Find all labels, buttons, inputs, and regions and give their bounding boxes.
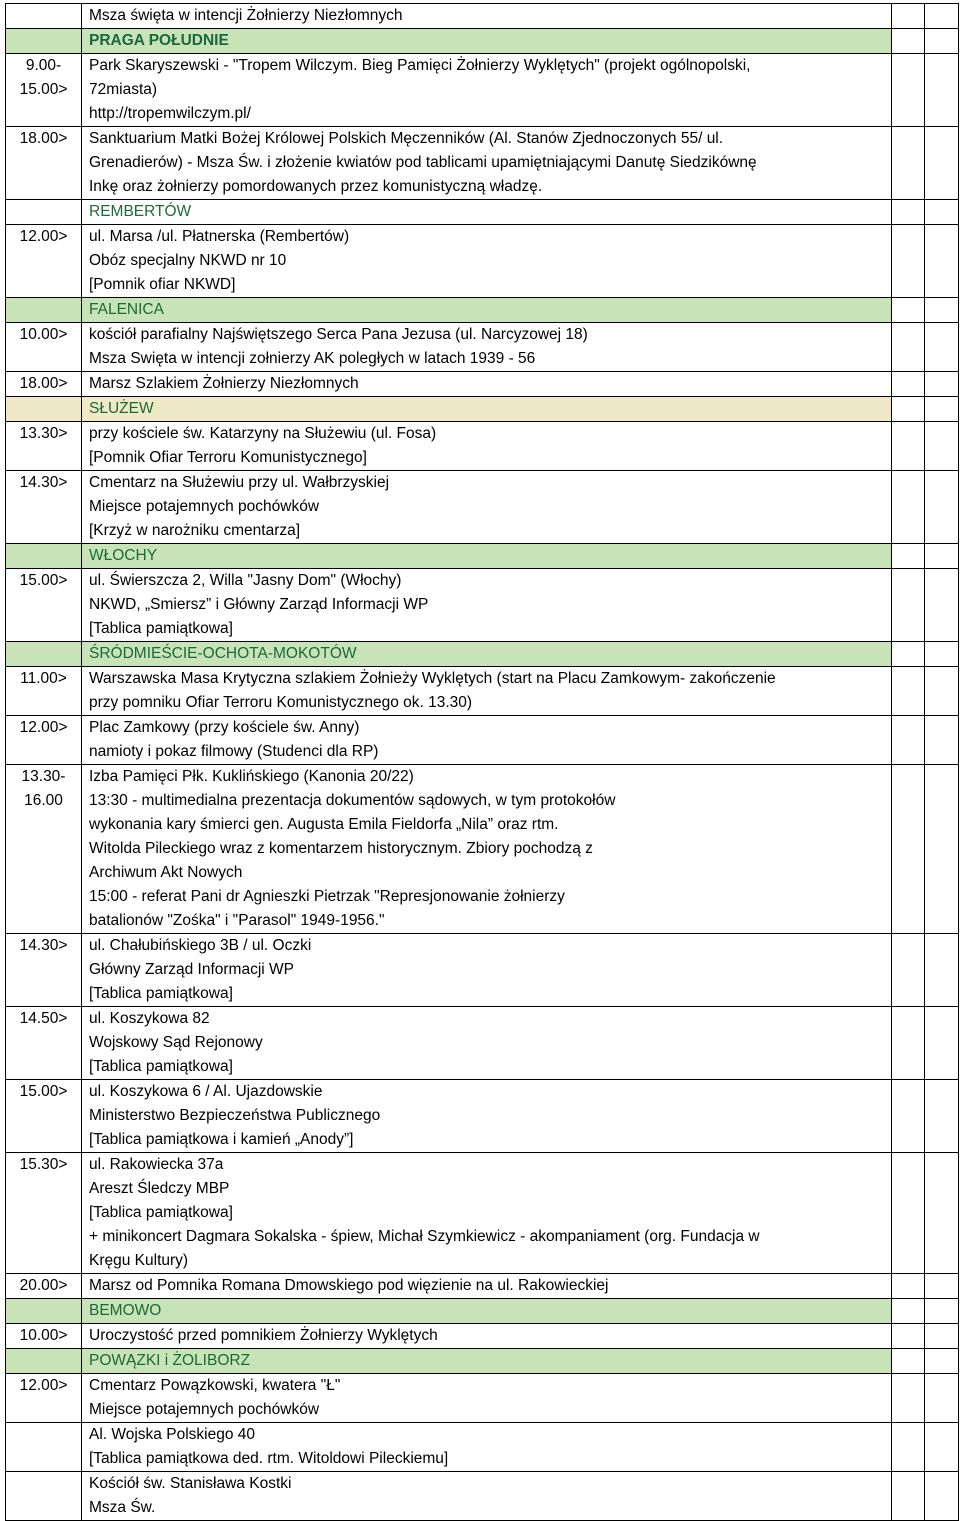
description-line: Uroczystość przed pomnikiem Żołnierzy Wyklętych (89, 1327, 438, 1344)
empty-cell (892, 544, 925, 569)
empty-cell (925, 642, 959, 667)
time-label: 15.00> (19, 1083, 68, 1100)
section-title: REMBERTÓW (89, 203, 192, 220)
schedule-row (6, 1423, 959, 1472)
schedule-row (6, 569, 959, 642)
empty-cell (892, 1324, 925, 1349)
schedule-row (6, 1374, 959, 1423)
empty-cell (892, 642, 925, 667)
description-line: ul. Rakowiecka 37a (89, 1156, 224, 1173)
time-label: 14.30> (19, 937, 68, 954)
section-title: POWĄZKI i ŻOLIBORZ (89, 1352, 251, 1369)
description-cell (82, 1274, 892, 1299)
section-cell (82, 298, 892, 323)
empty-cell (925, 1007, 959, 1080)
description-cell (82, 1374, 892, 1423)
empty-cell (892, 422, 925, 471)
empty-cell (892, 1080, 925, 1153)
section-row (6, 200, 959, 225)
section-row (6, 1299, 959, 1324)
time-label: 12.00> (19, 1377, 68, 1394)
time-label: 14.50> (19, 1010, 68, 1027)
description-line: ul. Koszykowa 6 / Al. Ujazdowskie (89, 1083, 323, 1100)
section-row (6, 298, 959, 323)
description-cell (82, 1423, 892, 1472)
time-cell (6, 667, 82, 716)
section-row (6, 1349, 959, 1374)
empty-cell (925, 1349, 959, 1374)
description-line: [Pomnik ofiar NKWD] (89, 276, 236, 293)
empty-cell (892, 1423, 925, 1472)
empty-cell (892, 1153, 925, 1274)
section-title: PRAGA POŁUDNIE (89, 32, 229, 49)
description-cell (82, 422, 892, 471)
description-cell (82, 4, 892, 29)
time-cell (6, 298, 82, 323)
empty-cell (925, 29, 959, 54)
empty-cell (925, 934, 959, 1007)
schedule-row (6, 372, 959, 397)
time-cell (6, 1423, 82, 1472)
empty-cell (925, 372, 959, 397)
description-line: Msza święta w intencji Żołnierzy Niezłomnych (89, 7, 403, 24)
empty-cell (925, 200, 959, 225)
description-line: 15:00 - referat Pani dr Agnieszki Pietrzak "Represjonowanie żołnierzy (89, 888, 565, 905)
description-cell (82, 569, 892, 642)
time-cell (6, 569, 82, 642)
description-line: przy kościele św. Katarzyny na Służewiu (ul. Fosa) (89, 425, 437, 442)
empty-cell (925, 54, 959, 127)
time-cell (6, 1349, 82, 1374)
description-cell (82, 54, 892, 127)
description-line: Marsz od Pomnika Romana Dmowskiego pod więzienie na ul. Rakowieckiej (89, 1277, 609, 1294)
schedule-row (6, 934, 959, 1007)
time-label: 13.30> (19, 425, 68, 442)
description-line: Park Skaryszewski - "Tropem Wilczym. Bieg Pamięci Żołnierzy Wyklętych" (projekt ogólnopolski, (89, 57, 751, 74)
time-cell (6, 1299, 82, 1324)
schedule-row (6, 1472, 959, 1521)
empty-cell (892, 200, 925, 225)
empty-cell (925, 298, 959, 323)
time-label: 13.30- (21, 768, 66, 785)
time-label: 14.30> (19, 474, 68, 491)
empty-cell (892, 298, 925, 323)
time-cell (6, 765, 82, 934)
description-line: Izba Pamięci Płk. Kuklińskiego (Kanonia 20/22) (89, 768, 414, 785)
empty-cell (925, 1324, 959, 1349)
description-line: Msza Św. (89, 1499, 156, 1516)
schedule-row (6, 225, 959, 298)
time-cell (6, 225, 82, 298)
section-title: ŚRÓDMIEŚCIE-OCHOTA-MOKOTÓW (89, 645, 357, 662)
time-cell (6, 716, 82, 765)
section-title: FALENICA (89, 301, 164, 318)
section-cell (82, 29, 892, 54)
schedule-row (6, 1153, 959, 1274)
empty-cell (925, 323, 959, 372)
empty-cell (892, 934, 925, 1007)
description-line: Warszawska Masa Krytyczna szlakiem Żołnieży Wyklętych (start na Placu Zamkowym- zakończenie (89, 670, 776, 687)
description-line: 72miasta) (89, 81, 158, 98)
description-line: batalionów "Zośka" i "Parasol" 1949-1956." (89, 912, 385, 929)
schedule-row (6, 471, 959, 544)
schedule-table (5, 3, 959, 1521)
description-line: Miejsce potajemnych pochówków (89, 1401, 320, 1418)
time-cell (6, 1080, 82, 1153)
description-line: Plac Zamkowy (przy kościele św. Anny) (89, 719, 360, 736)
schedule-row (6, 1324, 959, 1349)
section-cell (82, 642, 892, 667)
description-cell (82, 1080, 892, 1153)
empty-cell (892, 54, 925, 127)
empty-cell (892, 1349, 925, 1374)
description-line: [Tablica pamiątkowa] (89, 620, 233, 637)
time-cell (6, 544, 82, 569)
time-cell (6, 372, 82, 397)
schedule-row (6, 1007, 959, 1080)
description-line: [Tablica pamiątkowa] (89, 1204, 233, 1221)
section-cell (82, 1299, 892, 1324)
schedule-body (6, 4, 959, 1521)
description-line: [Krzyż w narożniku cmentarza] (89, 522, 301, 539)
description-line: Główny Zarząd Informacji WP (89, 961, 294, 978)
description-line: ul. Koszykowa 82 (89, 1010, 210, 1027)
description-line: namioty i pokaz filmowy (Studenci dla RP) (89, 743, 379, 760)
description-line: Grenadierów) - Msza Św. i złożenie kwiatów pod tablicami upamiętniającymi Danutę Siedzikównę (89, 154, 757, 171)
time-cell (6, 1472, 82, 1521)
schedule-row (6, 1274, 959, 1299)
empty-cell (892, 716, 925, 765)
description-line: Cmentarz na Służewiu przy ul. Wałbrzyskiej (89, 474, 390, 491)
empty-cell (892, 4, 925, 29)
description-line: przy pomniku Ofiar Terroru Komunistycznego ok. 13.30) (89, 694, 473, 711)
time-cell (6, 1274, 82, 1299)
empty-cell (925, 225, 959, 298)
empty-cell (892, 225, 925, 298)
time-cell (6, 422, 82, 471)
time-label: 10.00> (19, 1327, 68, 1344)
schedule-row (6, 4, 959, 29)
schedule-row (6, 765, 959, 934)
description-cell (82, 1472, 892, 1521)
empty-cell (925, 544, 959, 569)
time-cell (6, 397, 82, 422)
empty-cell (892, 667, 925, 716)
schedule-row (6, 54, 959, 127)
description-cell (82, 934, 892, 1007)
empty-cell (925, 1299, 959, 1324)
section-cell (82, 1349, 892, 1374)
description-cell (82, 765, 892, 934)
description-line: Msza Swięta w intencji zołnierzy AK poległych w latach 1939 - 56 (89, 350, 536, 367)
empty-cell (925, 1153, 959, 1274)
empty-cell (925, 1472, 959, 1521)
empty-cell (892, 397, 925, 422)
description-line: Miejsce potajemnych pochówków (89, 498, 320, 515)
schedule-row (6, 1080, 959, 1153)
description-cell (82, 225, 892, 298)
description-line: Ministerstwo Bezpieczeństwa Publicznego (89, 1107, 381, 1124)
section-row (6, 642, 959, 667)
empty-cell (925, 471, 959, 544)
time-cell (6, 4, 82, 29)
empty-cell (892, 471, 925, 544)
empty-cell (925, 716, 959, 765)
time-label: 15.30> (19, 1156, 68, 1173)
empty-cell (892, 127, 925, 200)
time-label: 12.00> (19, 719, 68, 736)
time-label: 10.00> (19, 326, 68, 343)
time-label: 15.00> (19, 572, 68, 589)
time-cell (6, 934, 82, 1007)
description-line: 13:30 - multimedialna prezentacja dokumentów sądowych, w tym protokołów (89, 792, 616, 809)
description-line: [Tablica pamiątkowa] (89, 985, 233, 1002)
description-line: ul. Chałubińskiego 3B / ul. Oczki (89, 937, 312, 954)
empty-cell (892, 765, 925, 934)
description-cell (82, 323, 892, 372)
description-line: + minikoncert Dagmara Sokalska - śpiew, Michał Szymkiewicz - akompaniament (org. Fundacja w (89, 1228, 760, 1245)
schedule-row (6, 667, 959, 716)
empty-cell (892, 29, 925, 54)
description-line: [Tablica pamiątkowa ded. rtm. Witoldowi Pileckiemu] (89, 1450, 449, 1467)
empty-cell (892, 372, 925, 397)
description-line: wykonania kary śmierci gen. Augusta Emila Fieldorfa „Nila” oraz rtm. (89, 816, 559, 833)
description-line: Wojskowy Sąd Rejonowy (89, 1034, 263, 1051)
section-row (6, 397, 959, 422)
time-cell (6, 1374, 82, 1423)
empty-cell (925, 1423, 959, 1472)
time-cell (6, 642, 82, 667)
section-row (6, 29, 959, 54)
description-cell (82, 1007, 892, 1080)
description-cell (82, 471, 892, 544)
description-cell (82, 1324, 892, 1349)
empty-cell (925, 422, 959, 471)
empty-cell (892, 1274, 925, 1299)
time-label: 16.00 (24, 792, 63, 809)
empty-cell (892, 1007, 925, 1080)
time-cell (6, 54, 82, 127)
section-title: BEMOWO (89, 1302, 162, 1319)
description-line: Cmentarz Powązkowski, kwatera "Ł" (89, 1377, 341, 1394)
time-cell (6, 1324, 82, 1349)
time-cell (6, 323, 82, 372)
empty-cell (925, 667, 959, 716)
empty-cell (925, 397, 959, 422)
time-cell (6, 200, 82, 225)
schedule-row (6, 323, 959, 372)
description-line: [Pomnik Ofiar Terroru Komunistycznego] (89, 449, 367, 466)
description-cell (82, 372, 892, 397)
empty-cell (925, 1374, 959, 1423)
description-cell (82, 716, 892, 765)
description-line: Al. Wojska Polskiego 40 (89, 1426, 255, 1443)
time-label: 18.00> (19, 130, 68, 147)
description-line: Inkę oraz żołnierzy pomordowanych przez komunistyczną władzę. (89, 178, 543, 195)
description-line: [Tablica pamiątkowa] (89, 1058, 233, 1075)
schedule-row (6, 716, 959, 765)
section-cell (82, 544, 892, 569)
empty-cell (892, 323, 925, 372)
time-cell (6, 29, 82, 54)
time-cell (6, 1007, 82, 1080)
time-label: 11.00> (20, 670, 67, 687)
empty-cell (925, 1274, 959, 1299)
time-label: 20.00> (19, 1277, 68, 1294)
description-line: kościół parafialny Najświętszego Serca Pana Jezusa (ul. Narcyzowej 18) (89, 326, 588, 343)
description-cell (82, 667, 892, 716)
time-cell (6, 1153, 82, 1274)
time-cell (6, 471, 82, 544)
time-cell (6, 127, 82, 200)
time-label: 12.00> (19, 228, 68, 245)
section-title: SŁUŻEW (89, 400, 154, 417)
empty-cell (925, 765, 959, 934)
empty-cell (892, 1472, 925, 1521)
section-title: WŁOCHY (89, 547, 158, 564)
schedule-row (6, 127, 959, 200)
description-cell (82, 1153, 892, 1274)
description-line: NKWD, „Smiersz” i Główny Zarząd Informacji WP (89, 596, 429, 613)
description-line: Kręgu Kultury) (89, 1252, 189, 1269)
empty-cell (925, 127, 959, 200)
description-line: http://tropemwilczym.pl/ (89, 105, 251, 122)
description-line: Obóz specjalny NKWD nr 10 (89, 252, 287, 269)
section-cell (82, 200, 892, 225)
description-line: [Tablica pamiątkowa i kamień „Anody”] (89, 1131, 354, 1148)
schedule-row (6, 422, 959, 471)
time-label: 9.00- (25, 57, 62, 74)
description-cell (82, 127, 892, 200)
description-line: ul. Świerszcza 2, Willa "Jasny Dom" (Włochy) (89, 572, 402, 589)
description-line: Areszt Śledczy MBP (89, 1180, 230, 1197)
description-line: ul. Marsa /ul. Płatnerska (Rembertów) (89, 228, 350, 245)
empty-cell (892, 1299, 925, 1324)
empty-cell (925, 4, 959, 29)
section-row (6, 544, 959, 569)
time-label: 18.00> (19, 375, 68, 392)
empty-cell (925, 1080, 959, 1153)
time-label: 15.00> (19, 81, 68, 98)
section-cell (82, 397, 892, 422)
description-line: Kościół św. Stanisława Kostki (89, 1475, 292, 1492)
empty-cell (892, 1374, 925, 1423)
empty-cell (925, 569, 959, 642)
description-line: Witolda Pileckiego wraz z komentarzem historycznym. Zbiory pochodzą z (89, 840, 593, 857)
description-line: Archiwum Akt Nowych (89, 864, 243, 881)
description-line: Sanktuarium Matki Bożej Królowej Polskich Męczenników (Al. Stanów Zjednoczonych 55/ ul. (89, 130, 724, 147)
empty-cell (892, 569, 925, 642)
description-line: Marsz Szlakiem Żołnierzy Niezłomnych (89, 375, 359, 392)
